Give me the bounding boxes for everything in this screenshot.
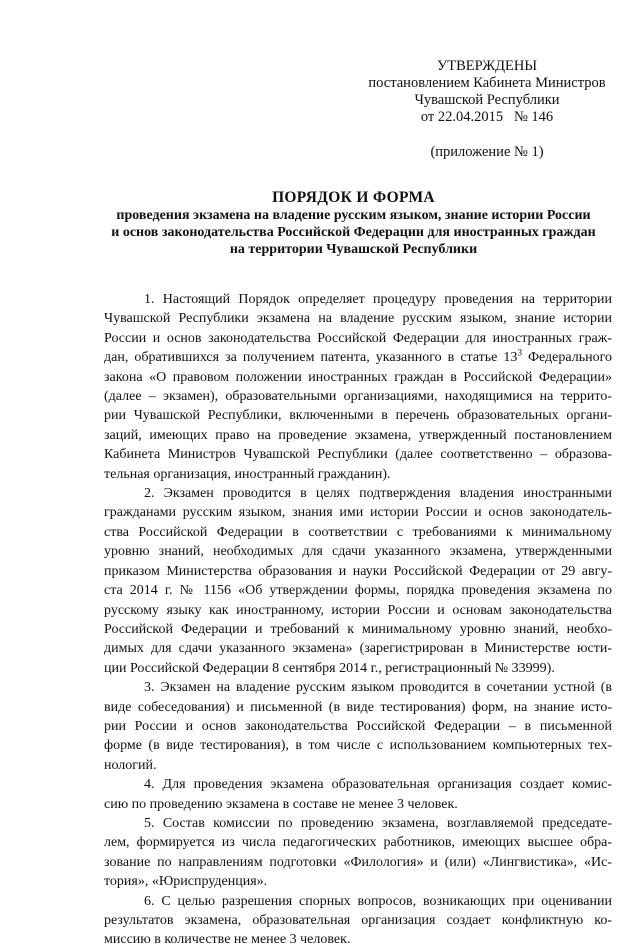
- approval-date-number: от 22.04.2015 № 146: [420, 109, 554, 125]
- text-line: ции Российской Федерации 8 сентября 2014 г., регистрационный № 33999).: [104, 660, 555, 676]
- text-line: Кабинета Министров Чувашской Республики (далее соответственно – образова-: [104, 447, 612, 463]
- text-line: (далее – экзамен), образовательными организациями, находящимися на террито-: [104, 389, 612, 405]
- text-line: 4. Для проведения экзамена образовательная организация создает комис-: [144, 777, 612, 793]
- text-line: уровню знаний, необходимых для сдачи указанного экзамена, утвержденными: [104, 544, 612, 560]
- paragraph-2: [104, 484, 612, 678]
- text-line: форме (в виде тестирования), в том числе с использованием компьютерных тех-: [104, 738, 612, 754]
- paragraph-6: [104, 892, 612, 950]
- text-line: русскому языку как иностранному, истории России и основам законодательства: [104, 602, 612, 618]
- text-line: миссию в количестве не менее 3 человек.: [104, 932, 351, 948]
- text-line: зование по направлениям подготовки «Филология» и (или) «Лингвистика», «Ис-: [104, 854, 612, 870]
- text-line: виде собеседования) и письменной (в виде тестирования) форм, на знание исто-: [104, 699, 612, 715]
- approval-line: Чувашской Республики: [414, 92, 560, 108]
- text-line: рии России и основ законодательства Российской Федерации – в письменной: [104, 718, 612, 734]
- approval-heading: УТВЕРЖДЕНЫ: [436, 58, 538, 74]
- paragraph-5: [104, 814, 612, 892]
- text-line: заций, имеющих право на проведение экзамена, утвержденный постановлением: [104, 427, 612, 443]
- text-line: России и основ законодательства Российской Федерации для иностранных граж-: [104, 330, 612, 346]
- text-line: результатов экзамена, образовательная организация создает конфликтную ко-: [104, 913, 612, 928]
- text-line: 1. Настоящий Порядок определяет процедуру проведения на территории: [144, 292, 612, 307]
- text-line: 5. Состав комиссии по проведению экзамена, возглавляемой председате-: [144, 815, 612, 831]
- text-line-with-superscript: [104, 348, 612, 367]
- approval-stamp: [362, 58, 612, 161]
- text-fragment: Федерального: [521, 350, 612, 366]
- text-line: ства Российской Федерации в соответствии с требованиями к минимальному: [104, 524, 612, 540]
- text-line: гражданами русским языком, знания ими истории России и основ законодатель-: [104, 505, 612, 521]
- text-line: 6. С целью разрешения спорных вопросов, возникающих при оценивании: [144, 893, 612, 909]
- document-body: [104, 290, 612, 950]
- text-line: тория», «Юриспруденция».: [104, 874, 268, 890]
- text-line: нологий.: [104, 757, 157, 773]
- document-title: [96, 188, 611, 258]
- text-line: рии Чувашской Республики, включенными в перечень образовательных органи-: [104, 408, 612, 424]
- text-line: приказом Министерства образования и науки Российской Федерации от 29 авгу-: [104, 563, 612, 579]
- text-line: ста 2014 г. № 1156 «Об утверждении формы, порядка проведения экзамена по: [104, 583, 612, 599]
- text-line: 3. Экзамен на владение русским языком проводится в сочетании устной (в: [144, 680, 612, 696]
- title-line: и основ законодательства Российской Федерации для иностранных граждан: [111, 225, 596, 240]
- text-line: тельная организация, иностранный гражданин).: [104, 466, 391, 482]
- paragraph-4: [104, 775, 612, 814]
- text-line: лем, формируется из числа педагогических работников, имеющих высшее обра-: [104, 835, 612, 851]
- title-line: на территории Чувашской Республики: [229, 242, 478, 257]
- text-line: димых для сдачи указанного экзамена» (зарегистрирован в Министерстве юсти-: [104, 641, 612, 657]
- text-line: 2. Экзамен проводится в целях подтверждения владения иностранными: [144, 486, 612, 502]
- text-line: Чувашской Республики экзамена на владение русским языком, знание истории: [104, 311, 612, 327]
- title-line: проведения экзамена на владение русским языком, знание истории России: [116, 208, 591, 223]
- text-fragment: дан, обратившихся за получением патента, указанного в статье 13: [104, 350, 518, 366]
- text-line: Российской Федерации и требований к минимальному уровню знаний, необхо-: [104, 621, 612, 637]
- paragraph-1: [104, 290, 612, 484]
- paragraph-3: [104, 678, 612, 775]
- approval-line: постановлением Кабинета Министров: [368, 75, 606, 91]
- text-line: сию по проведению экзамена в составе не менее 3 человек.: [104, 796, 458, 812]
- superscript: 3: [517, 347, 522, 358]
- appendix-note: (приложение № 1): [430, 144, 544, 160]
- title-main: ПОРЯДОК И ФОРМА: [272, 189, 435, 206]
- text-line: закона «О правовом положении иностранных граждан в Российской Федерации»: [104, 369, 612, 385]
